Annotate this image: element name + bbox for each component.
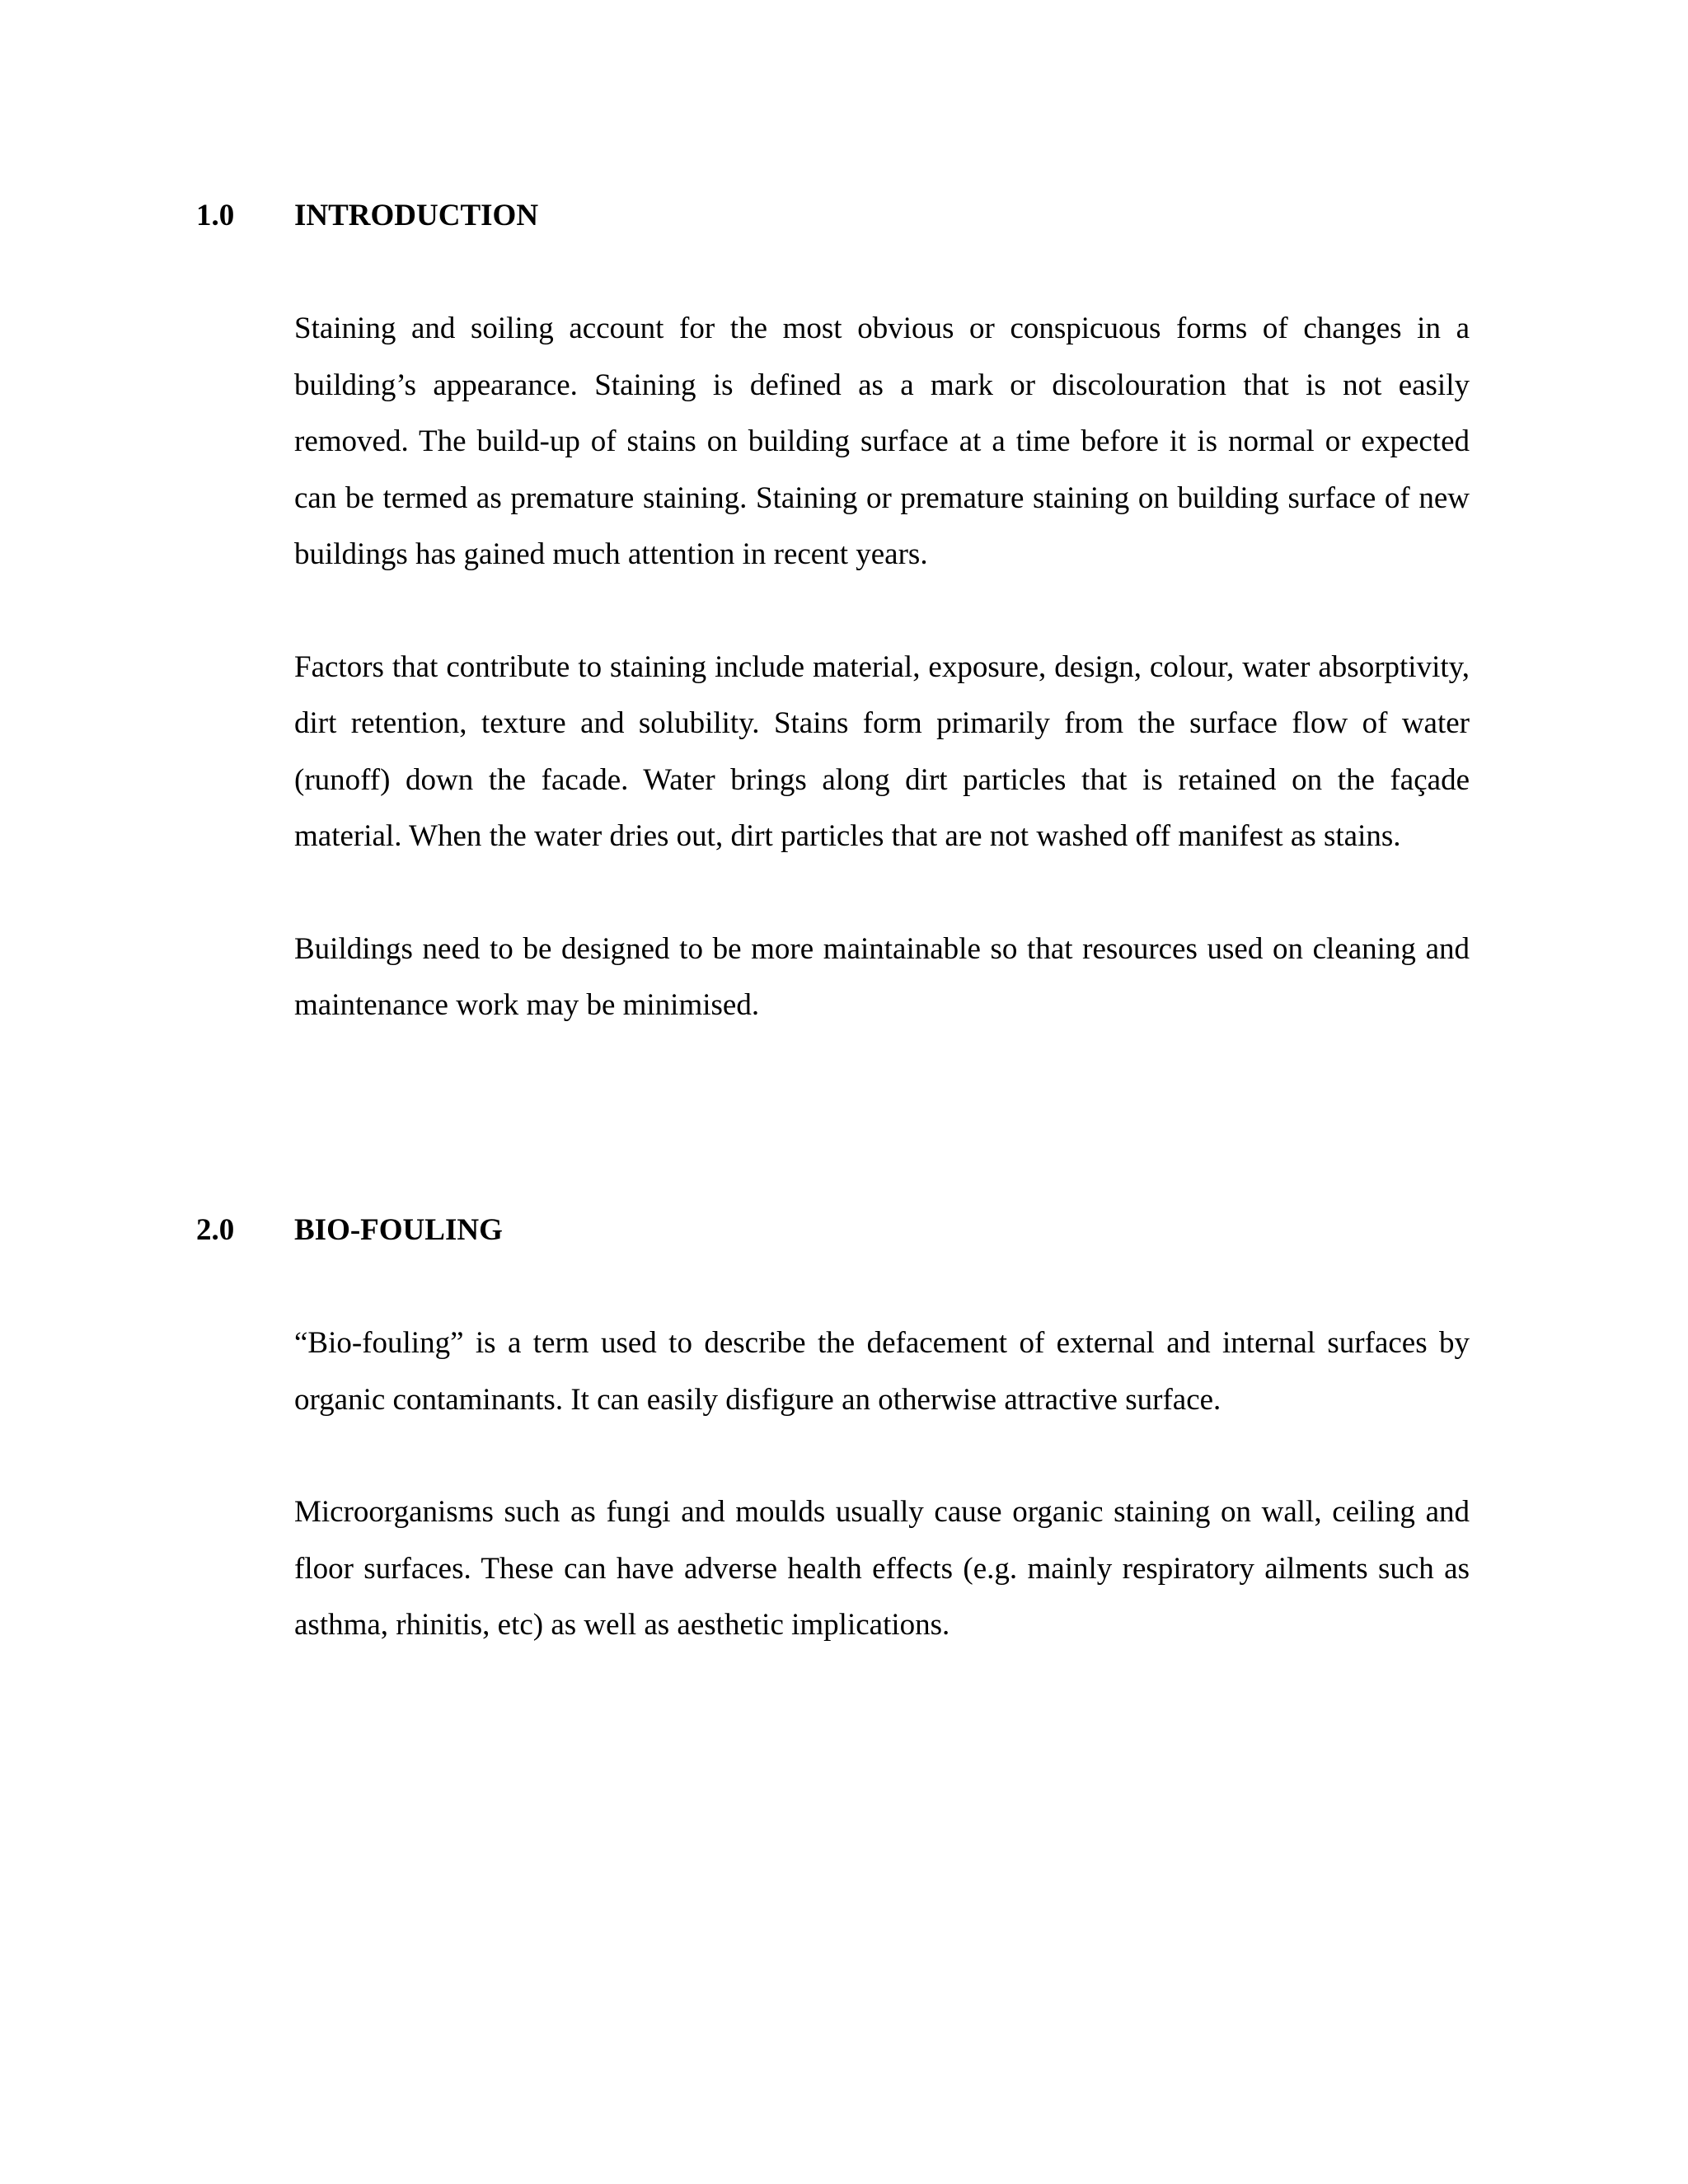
section-bio-fouling	[0, 1206, 1688, 1654]
paragraph: Buildings need to be designed to be more maintainable so that resources used on cleaning and maintenance work may be minimised.	[294, 931, 1470, 1022]
section-heading	[0, 191, 1688, 241]
section-number: 2.0	[196, 1213, 235, 1247]
paragraph: Staining and soiling account for the most obvious or conspicuous forms of changes in a building’s appearance. Staining is defined as a mark or discolouration that is not easily removed. The build-up of stains on building surface at a time before it is normal or expected can be termed as premature staining. Staining or premature staining on building surface of new buildings has gained much attention in recent years.	[294, 312, 1470, 571]
paragraph: Microorganisms such as fungi and moulds usually cause organic staining on wall, ceiling and floor surfaces. These can have adverse health effects (e.g. mainly respiratory ailments such as asthma, rhinitis, etc) as well as aesthetic implications.	[294, 1495, 1470, 1642]
paragraph: Factors that contribute to staining include material, exposure, design, colour, water absorptivity, dirt retention, texture and solubility. Stains form primarily from the surface flow of water (runoff) down the facade. Water brings along dirt particles that is retained on the façade material. When the water dries out, dirt particles that are not washed off manifest as stains.	[294, 649, 1470, 853]
section-title: BIO-FOULING	[294, 1213, 503, 1247]
section-introduction	[0, 191, 1688, 1034]
paragraph: “Bio-fouling” is a term used to describe the defacement of external and internal surfaces by organic contaminants. It can easily disfigure an otherwise attractive surface.	[294, 1326, 1470, 1417]
section-title: INTRODUCTION	[294, 199, 539, 232]
section-number: 1.0	[196, 199, 235, 232]
section-heading	[0, 1206, 1688, 1255]
